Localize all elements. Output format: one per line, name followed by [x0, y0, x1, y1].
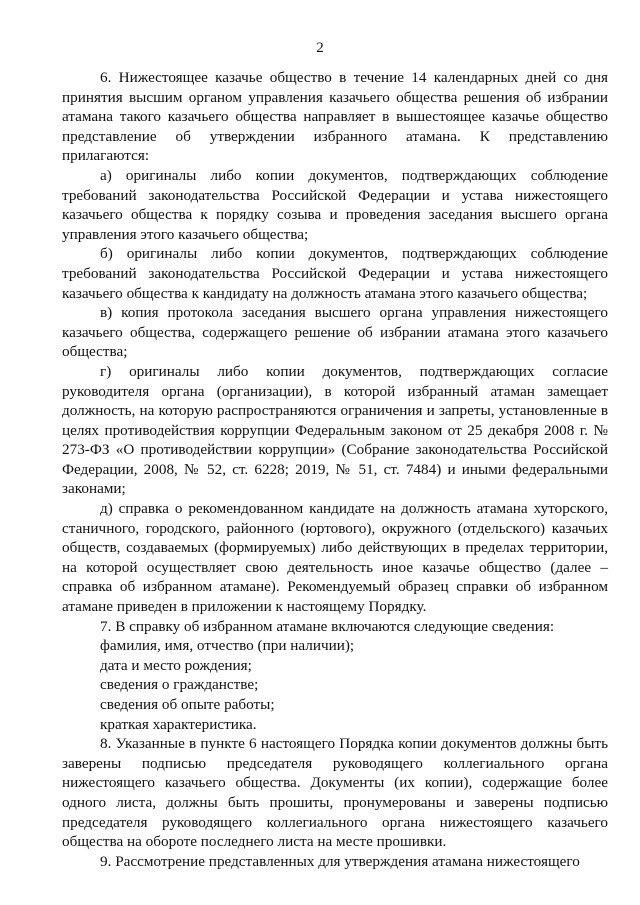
paragraph-8: 8. Указанные в пункте 6 настоящего Порядка копии документов должны быть заверены подписью председателя руководящего коллегиального органа нижестоящего казачьего общества. Документы (их копии), содержащие более одного листа, должны быть прошиты, пронумерованы и заверены подписью председателя руководящего коллегиального органа нижестоящего казачьего общества на обороте последнего листа на месте прошивки.: [62, 735, 608, 851]
list-item-birth: дата и место рождения;: [100, 656, 252, 674]
paragraph-6a: а) оригиналы либо копии документов, подтверждающих соблюдение требований законодательства Российской Федерации и устава нижестоящего казачьего общества к порядку созыва и проведения заседания высшего органа управления этого казачьего общества;: [62, 166, 608, 243]
page-number: 2: [316, 40, 324, 56]
paragraph-6g: г) оригиналы либо копии документов, подтверждающих согласие руководителя органа (организации), в которой избранный атаман замещает должность, на которую распространяются ограничения и запреты, установленные в целях противодействия коррупции Федеральным законом от 25 декабря 2008 г. № 273-ФЗ «О противодействии коррупции» (Собрание законодательства Российской Федерации, 2008, № 52, ст. 6228; 2019, № 51, ст. 7484) и иными федеральными законами;: [62, 362, 608, 498]
paragraph-6b: б) оригиналы либо копии документов, подтверждающих соблюдение требований законодательства Российской Федерации и устава нижестоящего казачьего общества к кандидату на должность атамана этого казачьего общества;: [62, 245, 608, 302]
paragraph-7: 7. В справку об избранном атамане включаются следующие сведения:: [100, 617, 555, 635]
list-item-characteristic: краткая характеристика.: [100, 715, 257, 733]
paragraph-9: 9. Рассмотрение представленных для утверждения атамана нижестоящего: [100, 852, 580, 870]
list-item-experience: сведения об опыте работы;: [100, 696, 275, 713]
paragraph-6v: в) копия протокола заседания высшего органа управления нижестоящего казачьего общества, содержащего решение об избрании атамана этого казачьего общества;: [62, 304, 608, 361]
document-body: [62, 68, 608, 871]
paragraph-6d: д) справка о рекомендованном кандидате на должность атамана хуторского, станичного, городского, районного (юртового), окружного (отдельского) казачьих обществ, создаваемых (формируемых) либо действующих в пределах территории, на которой осуществляет свою деятельность иное казачье общество (далее – справка об избранном атамане). Рекомендуемый образец справки об избранном атамане приведен в приложении к настоящему Порядку.: [62, 500, 608, 616]
list-item-citizenship: сведения о гражданстве;: [100, 676, 259, 694]
list-item-full-name: фамилия, имя, отчество (при наличии);: [100, 637, 355, 655]
paragraph-6: 6. Нижестоящее казачье общество в течение 14 календарных дней со дня принятия высшим органом управления казачьего общества решения об избрании атамана такого казачьего общества направляет в вышестоящее казачье общество представление об утверждении избранного атамана. К представлению прилагаются:: [62, 69, 608, 165]
